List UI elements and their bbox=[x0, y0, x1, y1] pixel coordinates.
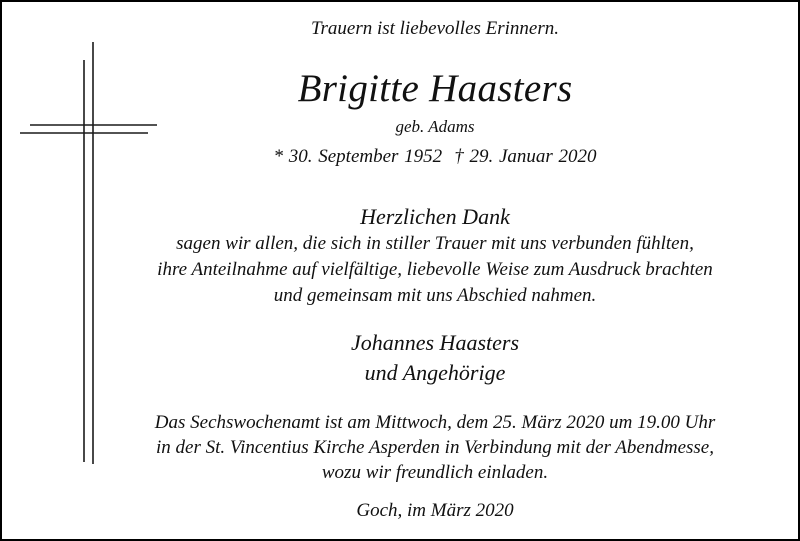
mass-line: in der St. Vincentius Kirche Asperden in Verbindung mit der Abendmesse, bbox=[156, 437, 714, 458]
deceased-name: Brigitte Haasters bbox=[297, 67, 573, 110]
death-date: † 29. Januar 2020 bbox=[454, 146, 597, 167]
thanks-line: und gemeinsam mit uns Abschied nahmen. bbox=[273, 285, 597, 306]
life-dates bbox=[0, 146, 800, 168]
maiden-name: geb. Adams bbox=[395, 117, 475, 136]
signature-name: Johannes Haasters bbox=[350, 330, 520, 355]
birth-date: * 30. September 1952 bbox=[273, 146, 443, 167]
thanks-line: sagen wir allen, die sich in stiller Trauer mit uns verbunden fühlten, bbox=[176, 233, 694, 254]
thanks-line: ihre Anteilnahme auf vielfältige, liebevolle Weise zum Ausdruck brachten bbox=[157, 259, 713, 280]
thanks-heading: Herzlichen Dank bbox=[360, 204, 510, 229]
signature-relatives: und Angehörige bbox=[364, 360, 506, 385]
mass-line: wozu wir freundlich einladen. bbox=[321, 462, 549, 483]
place-date: Goch, im März 2020 bbox=[356, 500, 514, 521]
motto: Trauern ist liebevolles Erinnern. bbox=[310, 18, 560, 39]
mass-line: Das Sechswochenamt ist am Mittwoch, dem 25. März 2020 um 19.00 Uhr bbox=[154, 412, 716, 433]
